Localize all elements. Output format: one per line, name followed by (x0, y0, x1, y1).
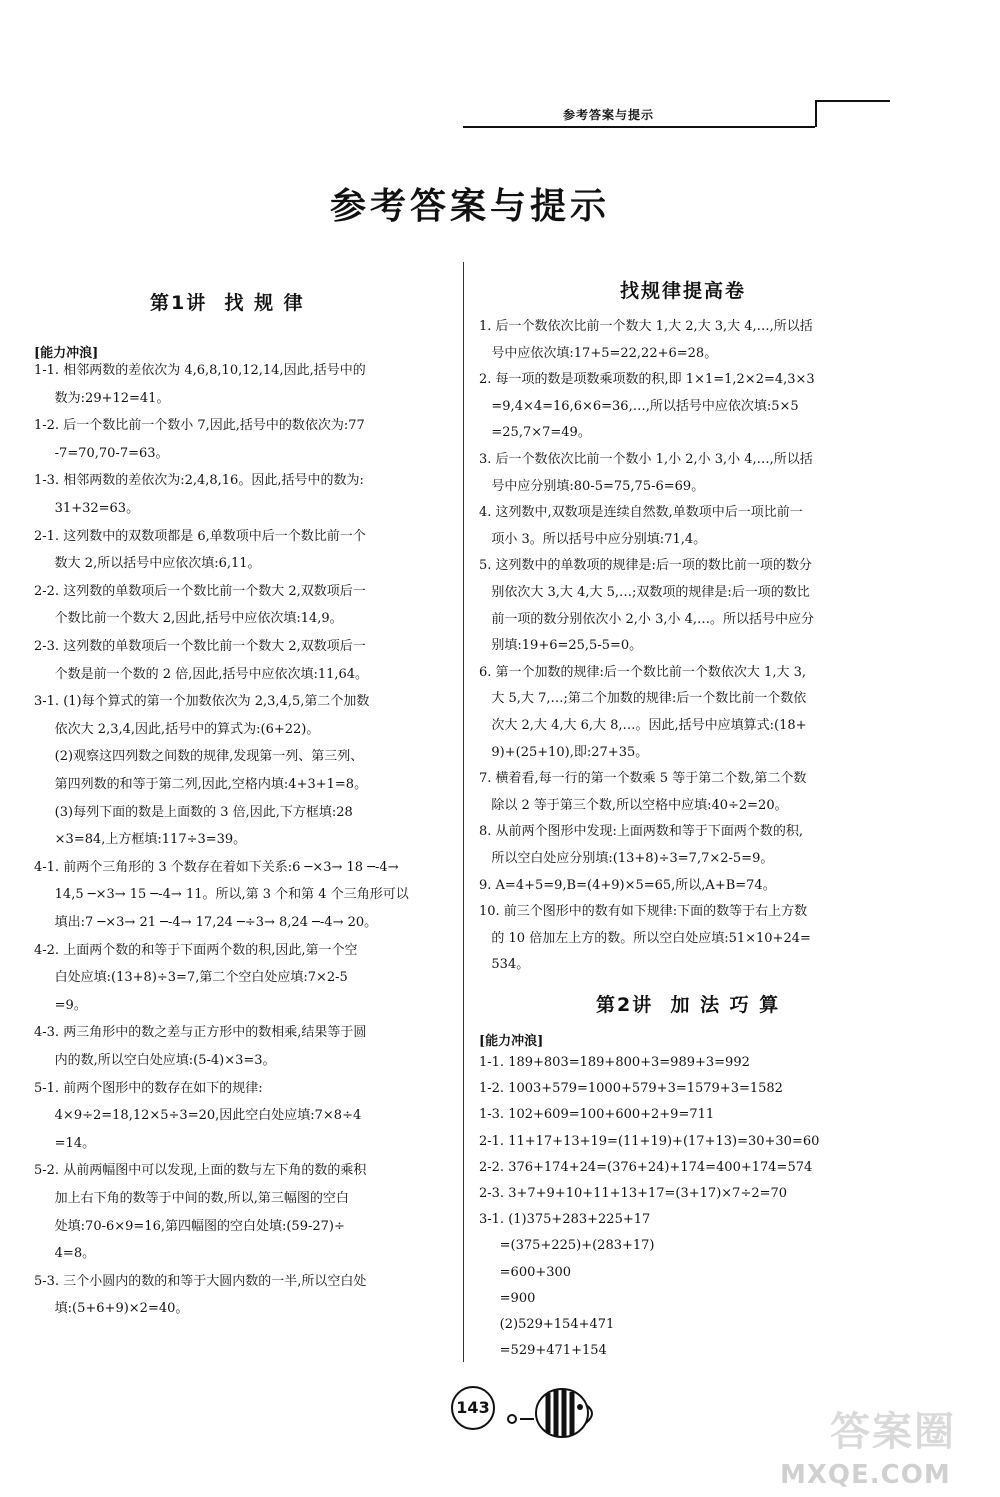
answer-line: 2-3. 这列数的单数项后一个数比前一个数大 2,双数项后一 (34, 639, 366, 654)
answer-line: 第四列数的和等于第二列,因此,空格内填:4+3+1=8。 (34, 777, 368, 792)
answer-line: 3-1. (1)375+283+225+17 (479, 1212, 651, 1228)
answer-line: 2-3. 3+7+9+10+11+13+17=(3+17)×7÷2=70 (479, 1186, 788, 1201)
answer-line: =9。 (34, 997, 87, 1013)
answer-line: =600+300 (479, 1264, 572, 1280)
page-number: 143 (451, 1386, 495, 1430)
answer-line: 7. 横着看,每一行的第一个数乘 5 等于第二个数,第二个数 (479, 771, 807, 787)
answer-line: 依次大 2,3,4,因此,括号中的算式为:(6+22)。 (34, 721, 320, 737)
left-section-title: 第1讲 找 规 律 (150, 292, 305, 314)
answer-line: 4. 这列数中,双数项是连续自然数,单数项中后一项比前一 (479, 505, 803, 521)
answer-line: 5. 这列数中的单数项的规律是:后一项的数比前一项的数分 (479, 558, 812, 574)
answer-line: (3)每列下面的数是上面数的 3 倍,因此,下方框填:28 (34, 804, 353, 820)
answer-line: 1. 后一个数依次比前一个数大 1,大 2,大 3,大 4,…,所以括 (479, 319, 813, 334)
answer-line: 6. 第一个加数的规律:后一个数比前一个数依次大 1,大 3, (479, 664, 806, 680)
answer-line: 4×9÷2=18,12×5÷3=20,因此空白处应填:7×8÷4 (34, 1108, 362, 1124)
answer-line: 1-3. 相邻两数的差依次为:2,4,8,16。因此,括号中的数为: (34, 473, 364, 489)
answer-line: 别填:19+6=25,5-5=0。 (479, 638, 643, 654)
header-rule (463, 126, 815, 128)
answer-line: 5-3. 三个小圆内的数的和等于大圆内数的一半,所以空白处 (34, 1273, 367, 1289)
answer-line: 除以 2 等于第三个数,所以空格中应填:40÷2=20。 (479, 797, 788, 813)
answer-line: 3. 后一个数依次比前一个数小 1,小 2,小 3,小 4,…,所以括 (479, 452, 813, 467)
answer-line: 内的数,所以空白处应填:(5-4)×3=3。 (34, 1053, 276, 1068)
answer-line: 号中应依次填:17+5=22,22+6=28。 (479, 345, 718, 361)
answer-line: 1-3. 102+609=100+600+2+9=711 (479, 1107, 715, 1123)
answer-line: 3-1. (1)每个算式的第一个加数依次为 2,3,4,5,第二个加数 (34, 694, 370, 710)
answer-line: 31+32=63。 (34, 501, 140, 516)
answer-line: 1-1. 相邻两数的差依次为 4,6,8,10,12,14,因此,括号中的 (34, 363, 366, 378)
answer-line: 5-2. 从前两幅图中可以发现,上面的数与左下角的数的乘积 (34, 1163, 367, 1179)
header-rule-top (815, 100, 890, 102)
answer-line: 8. 从前两个图形中发现:上面两数和等于下面两个数的积, (479, 824, 804, 840)
answer-line: 项小 3。所以括号中应分别填:71,4。 (479, 531, 707, 547)
running-title: 参考答案与提示 (563, 108, 655, 122)
answer-line: 9. A=4+5=9,B=(4+9)×5=65,所以,A+B=74。 (479, 877, 776, 893)
answer-line: 次大 2,大 4,大 6,大 8,…。因此,括号中应填算式:(18+ (479, 718, 807, 733)
answer-line: 的 10 倍加左上方的数。所以空白处应填:51×10+24= (479, 930, 811, 946)
answer-line: 填出:7 ─×3→ 21 ─-4→ 17,24 ─÷3→ 8,24 ─-4→ 20。 (34, 915, 378, 930)
answer-line: 填:(5+6+9)×2=40。 (34, 1301, 189, 1317)
answer-line: 数为:29+12=41。 (34, 390, 170, 406)
answer-line: 前一项的数分别依次小 2,小 3,小 4,…。所以括号中应分 (479, 611, 815, 627)
column-divider (463, 262, 464, 1362)
answer-line: 4-3. 两三角形中的数之差与正方形中的数相乘,结果等于圆 (34, 1025, 367, 1041)
answer-line: (2)观察这四列数之间数的规律,发现第一列、第三列、 (34, 749, 364, 765)
answer-line: 9)+(25+10),即:27+35。 (479, 744, 649, 760)
answer-line: 所以空白处应分别填:(13+8)÷3=7,7×2-5=9。 (479, 851, 774, 866)
answer-line: 10. 前三个图形中的数有如下规律:下面的数等于右上方数 (479, 904, 808, 920)
answer-line: 号中应分别填:80-5=75,75-6=69。 (479, 478, 705, 494)
answer-line: -7=70,70-7=63。 (34, 445, 169, 461)
watermark-logo: 答案圈 (830, 1409, 956, 1455)
answer-line: 2. 每一项的数是项数乘项数的积,即 1×1=1,2×2=4,3×3 (479, 372, 815, 388)
answer-line: 1-1. 189+803=189+800+3=989+3=992 (479, 1055, 750, 1070)
answer-line: ×3=84,上方框填:117÷3=39。 (34, 832, 247, 848)
answer-line: 2-2. 这列数的单数项后一个数比前一个数大 2,双数项后一 (34, 583, 366, 599)
watermark-url: MXQE.COM (780, 1460, 951, 1490)
answer-line: 5-1. 前两个图形中的数存在如下的规律: (34, 1080, 263, 1096)
page-title: 参考答案与提示 (329, 186, 610, 227)
answer-line: 处填:70-6×9=16,第四幅图的空白处填:(59-27)÷ (34, 1218, 345, 1234)
answer-line: 大 5,大 7,…;第二个加数的规律:后一个数比前一个数依 (479, 691, 807, 707)
answer-line: =529+471+154 (479, 1343, 607, 1359)
header-rule-vertical (815, 100, 817, 127)
answer-line: 2-1. 这列数中的双数项都是 6,单数项中后一个数比前一个 (34, 528, 366, 544)
right-tag: [能力冲浪] (479, 1034, 544, 1049)
answer-line: =9,4×4=16,6×6=36,…,所以括号中应依次填:5×5 (479, 398, 799, 414)
answer-line: 1-2. 1003+579=1000+579+3=1579+3=1582 (479, 1081, 783, 1097)
answer-line: 2-1. 11+17+13+19=(11+19)+(17+13)=30+30=60 (479, 1133, 820, 1149)
answer-line: 4=8。 (34, 1246, 96, 1262)
answer-line: 4-2. 上面两个数的和等于下面两个数的积,因此,第一个空 (34, 942, 358, 958)
left-tag: [能力冲浪] (34, 346, 99, 361)
answer-line: 2-2. 376+174+24=(376+24)+174=400+174=574 (479, 1159, 813, 1175)
answer-line: 数大 2,所以括号中应依次填:6,11。 (34, 556, 261, 572)
right-section2-title: 第2讲 加 法 巧 算 (596, 994, 781, 1016)
answer-line: =(375+225)+(283+17) (479, 1238, 655, 1254)
answer-line: =25,7×7=49。 (479, 425, 591, 441)
answer-line: 加上右下角的数等于中间的数,所以,第三幅图的空白 (34, 1191, 349, 1206)
answer-line: =14。 (34, 1135, 96, 1151)
answer-line: =900 (479, 1290, 536, 1306)
answer-line: 4-1. 前两个三角形的 3 个数存在着如下关系:6 ─×3→ 18 ─-4→ (34, 859, 399, 875)
answer-line: 个数是前一个数的 2 倍,因此,括号中应依次填:11,64。 (34, 666, 369, 682)
fish-mascot-icon (500, 1375, 610, 1449)
answer-line: 个数比前一个数大 2,因此,括号中应依次填:14,9。 (34, 611, 343, 627)
answer-line: 534。 (479, 957, 530, 973)
right-section-title: 找规律提高卷 (620, 280, 747, 302)
answer-line: 1-2. 后一个数比前一个数小 7,因此,括号中的数依次为:77 (34, 418, 365, 434)
answer-line: 14,5 ─×3→ 15 ─-4→ 11。所以,第 3 个和第 4 个三角形可以 (34, 887, 409, 903)
answer-line: 白处应填:(13+8)÷3=7,第二个空白处应填:7×2-5 (34, 970, 348, 986)
answer-line: 别依次大 3,大 4,大 5,…;双数项的规律是:后一项的数比 (479, 585, 810, 600)
answer-line: (2)529+154+471 (479, 1317, 615, 1332)
